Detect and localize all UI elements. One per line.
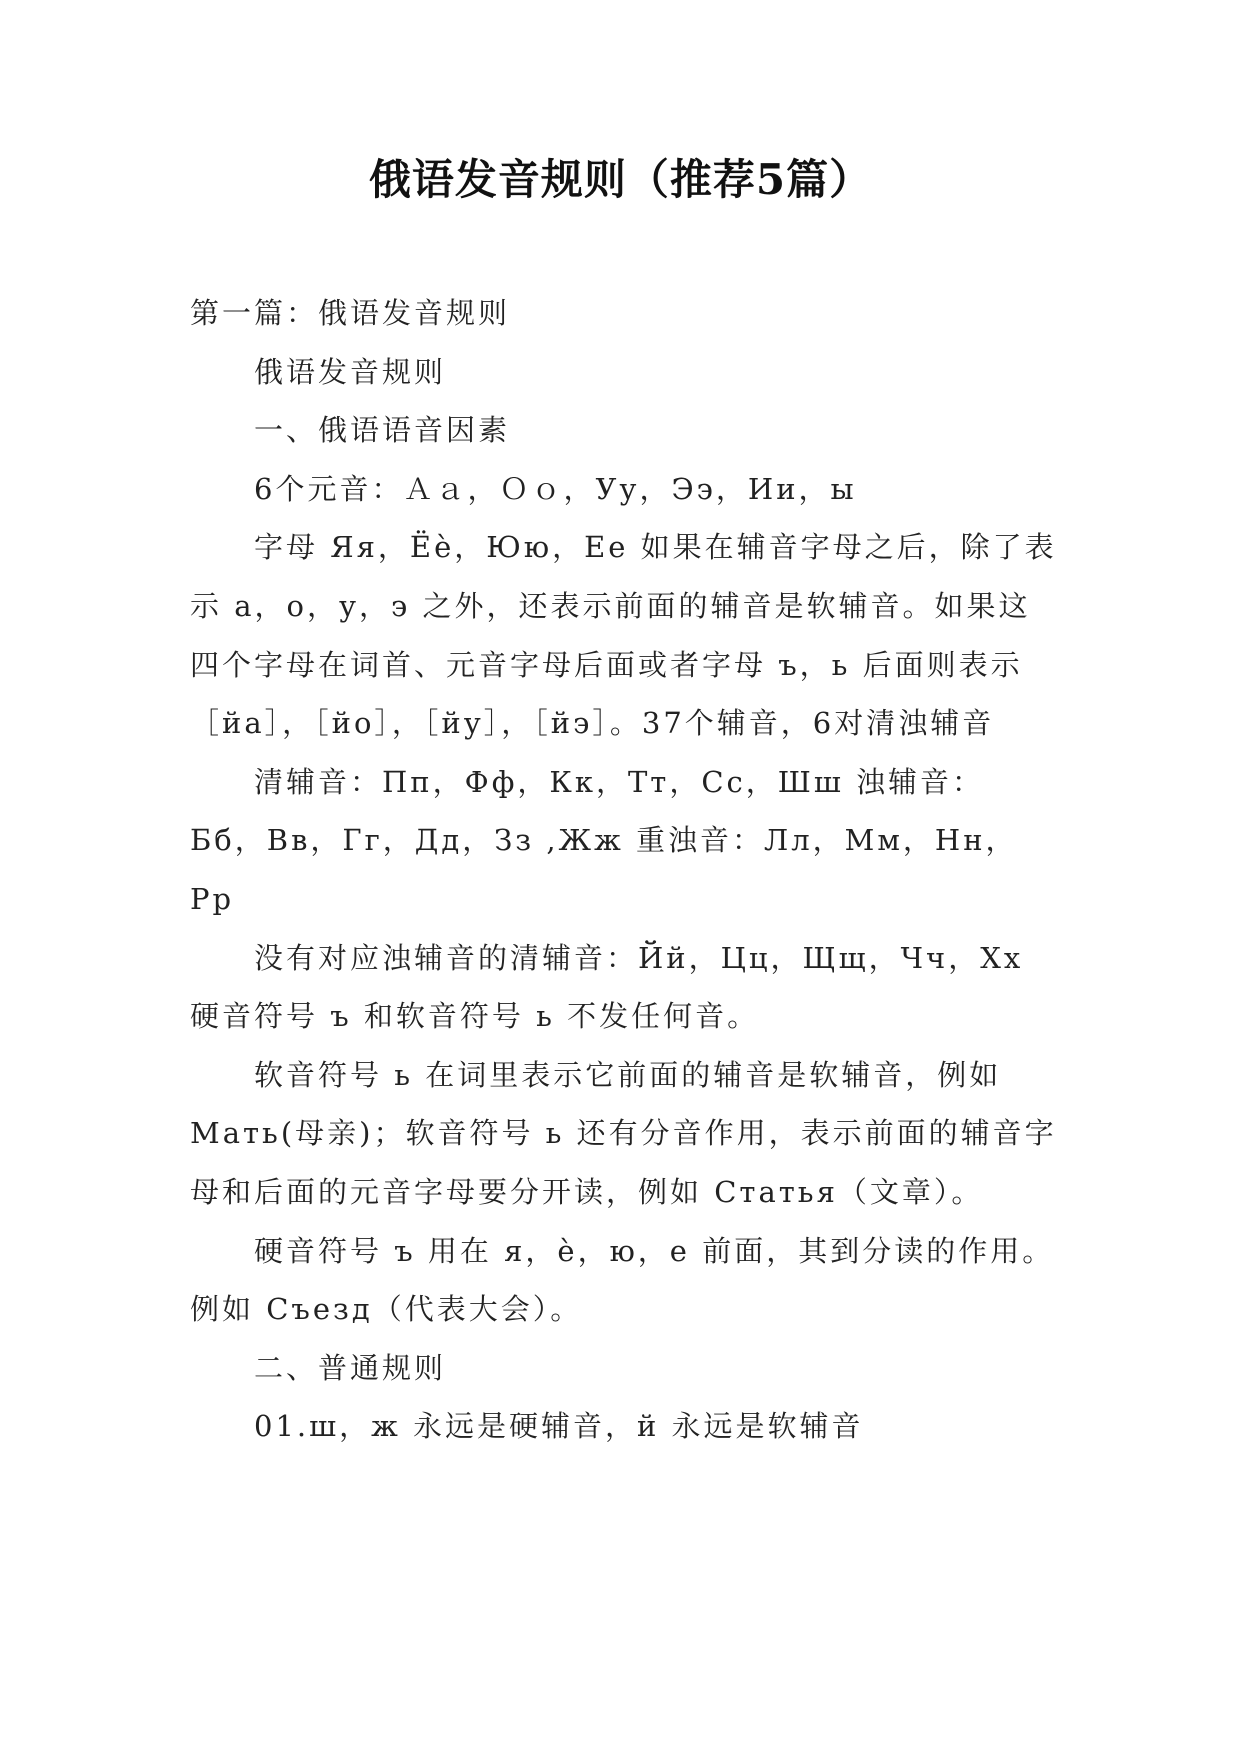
paragraph-soft-sign: 软音符号 ь 在词里表示它前面的辅音是软辅音，例如 Мать(母亲)；软音符号 ь 还有分音作用，表示前面的辅音字母和后面的元音字母要分开读，例如 Статья（文章）。 bbox=[190, 1057, 1057, 1209]
document-body bbox=[190, 284, 1060, 1456]
paragraph-rule-01: 01.ш，ж 永远是硬辅音，й 永远是软辅音 bbox=[254, 1409, 864, 1444]
heading-phonetic-elements: 一、俄语语音因素 bbox=[254, 413, 511, 448]
subsection-title: 俄语发音规则 bbox=[254, 354, 447, 389]
paragraph-voiceless-voiced: 清辅音：Пп，Фф，Кк，Тт，Сс，Шш 浊辅音：Бб，Вв，Гг，Дд，Зз ,Жж 重浊音：Лл，Мм，Нн，Рр bbox=[190, 764, 1018, 916]
document-title: 俄语发音规则（推荐5篇） bbox=[368, 155, 873, 204]
paragraph-unpaired-consonants: 没有对应浊辅音的清辅音：Йй，Цц，Щщ，Чч，Хх 硬音符号 ъ 和软音符号 ь 不发任何音。 bbox=[190, 940, 1024, 1034]
paragraph-hard-sign: 硬音符号 ъ 用在 я，è，ю，е 前面，其到分读的作用。例如 Съезд（代表大会）。 bbox=[190, 1233, 1055, 1327]
heading-general-rules: 二、普通规则 bbox=[254, 1350, 447, 1385]
paragraph-vowels: 6个元音：Ａａ，Ｏｏ，Уу，Ээ，Ии，ы bbox=[254, 471, 857, 506]
paragraph-iotated-letters: 字母 Яя，Ёè，Юю，Ее 如果在辅音字母之后，除了表示 а，о，у，э 之外，还表示前面的辅音是软辅音。如果这四个字母在词首、元音字母后面或者字母 ъ，ь 后面则表示［йа］，［йо］，［йу］，［йэ］。37个辅音，6对清浊辅音 bbox=[190, 530, 1057, 741]
section-heading: 第一篇：俄语发音规则 bbox=[190, 296, 511, 330]
